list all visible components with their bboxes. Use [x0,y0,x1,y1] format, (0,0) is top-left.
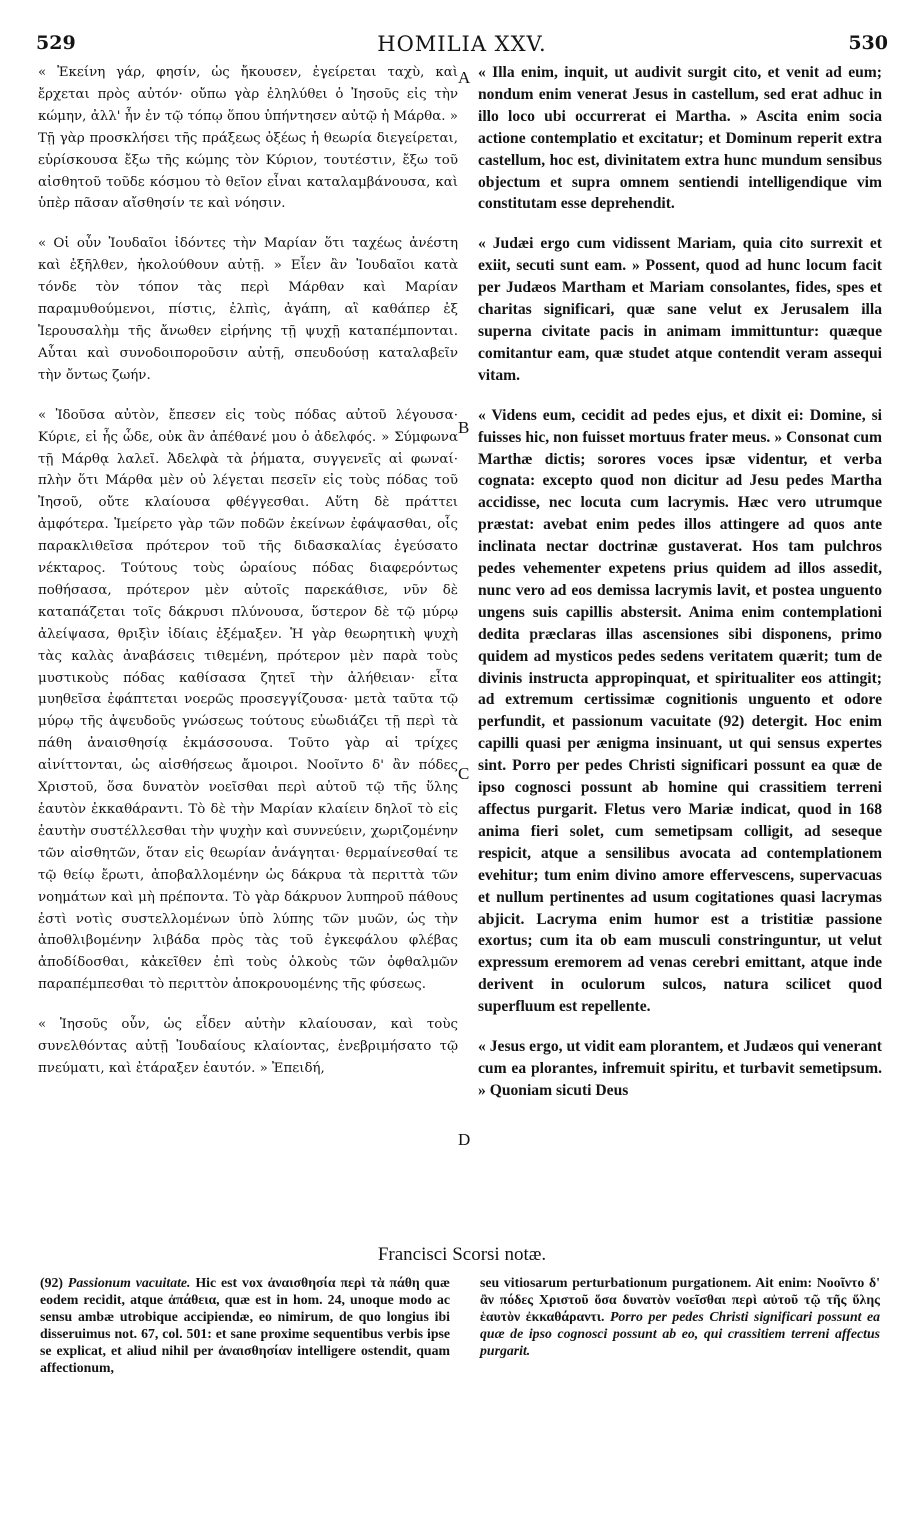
notes-right-column [480,1274,880,1359]
page-number-right: 530 [848,32,888,54]
footnote-text-continued: seu vitiosarum perturbationum purgationem. Ait enim: Νοοῖντο δ' ἂν πόδες Χριστοῦ ὅσα δυνατὸν νοεῖσθαι περὶ αὐτοῦ τῷ τῆς ὕλης ἑαυτὸν ἐκκαθάραντι. [480,1275,880,1324]
margin-marker-d: D [458,1130,471,1149]
latin-column [478,62,882,1120]
greek-paragraph: « Ἰησοῦς οὖν, ὡς εἶδεν αὐτὴν κλαίουσαν, καὶ τοὺς συνελθόντας αὐτῇ Ἰουδαίους κλαίοντας, ἐνεβριμήσατο τῷ πνεύματι, καὶ ἐτάραξεν ἑαυτόν. » Ἐπειδή, [38,1017,458,1076]
footnote-number: (92) [40,1275,63,1290]
footnote-text: Hic est vox ἀναισθησία περὶ τὰ πάθη quæ eodem recidit, atque ἀπάθεια, quæ est in hom. 24, unoque modo ac sensu ambæ utrobique accipiendæ, eo nimirum, de quo longius ibi disseruimus not. 67, col. 501: et sane proxime sequentibus verbis ipse se explicat, et aliud nihil per ἀναισθησίαν intelligere ostendit, quam affectionum, [40,1275,450,1375]
page-header [36,32,888,62]
latin-paragraph: « Videns eum, cecidit ad pedes ejus, et dixit ei: Domine, si fuisses hic, non fuisset mortuus frater meus. » Consonat cum Marthæ dictis; sorores voces ipsæ videntur, et verba cognata: excepto quod non dicitur ad Jesu pedes Martha accidisse, nec locuta cum lacrymis. Hæc vero utrumque præstat: avebat enim pedes illos attingere ad quos ante inclinata nectar doctrinæ gustaverat. Hos tam pulchros pedes vehementer expetens prius quidem ad illos assedit, nunc vero ad eos demissa lacrymis lavit, et postea unguento ungens suis capillis abstersit. Anima enim contemplationi dedita præclaras illas ascensiones sibi disponens, primo quidem ad mysticos pedes sedens veritatem quærit; tum de divinis instructa appropinquat, et spiritualiter eos attingit; ad extremum certissimæ cognitionis unguento et odore perfundit, et passionum vacuitate (92) detergit. Hoc enim capilli quasi per ænigma insinuant, ut qui sensus expertes sint. Porro per pedes Christi significari possunt ea quæ de ipso cognosci possunt ab homine qui crassitiem terreni affectus purgarit. Fletus vero Mariæ indicat, quod in 168 anima fieri solet, cum semetipsam colligit, ad seseque respicit, atque a sensilibus avocata ad contemplationem evehitur; tum enim divino amore effervescens, supervacuas et nullum pertinentes ad usum cogitationes quasi lacrymas abjicit. Lacryma enim humor est a tristitiæ passione exortus; cum ita ob eam musculi constringuntur, ut velut expressum eremorem ad venas cerebri emittant, atque inde derivent in oculorum sulcos, natura scilicet quod superfluum est repellente. [478,406,882,1016]
footnote-lemma: Passionum vacuitate. [67,1275,191,1290]
greek-paragraph: « Ἰδοῦσα αὐτὸν, ἔπεσεν εἰς τοὺς πόδας αὐτοῦ λέγουσα· Κύριε, εἰ ἦς ὧδε, οὐκ ἂν ἀπέθανέ μου ὁ ἀδελφός. » Σύμφωνα τῇ Μάρθᾳ λαλεῖ. Ἀδελφὰ τὰ ῥήματα, συγγενεῖς αἱ φωναί· πλὴν ὅτι Μάρθα μὲν οὐ λέγεται πεσεῖν εἰς τοὺς πόδας τοῦ Ἰησοῦ, οὔτε κλαίουσα φθέγγεσθαι. Αὕτη δὲ πράττει ἀμφότερα. Ἱμείρετο γὰρ τῶν ποδῶν ἐκείνων ἐφάψασθαι, οἷς παρακλιθεῖσα πρότερον τοῦ τῆς διδασκαλίας ἐγεύσατο νέκταρος. Τούτους τοὺς ὡραίους πόδας διαφερόντως ποθήσασα, πρότερον μὲν αὐτοῖς παρεκάθισε, νῦν δὲ καταπάζεται τοῖς δάκρυσι πλύνουσα, ὕστερον δὲ τῷ μύρῳ ἀλείψασα, θριξὶν ἰδίαις ἐξέμαξεν. Ἡ γὰρ θεωρητικὴ ψυχὴ τὰς καλὰς ἀναβάσεις τιθεμένη, πρότερον μὲν παρὰ τοὺς μυστικοὺς πόδας καθίσασα ζητεῖ τὴν ἀλήθειαν· εἶτα μυηθεῖσα ἐφάπτεται νοερῶς προσεγγίζουσα· μετὰ ταῦτα τῷ μύρῳ τῆς ἀψευδοῦς γνώσεως τούτους εὐωδιάζει τῇ περὶ τὰ πάθη ἀναισθησίᾳ ἐκμάσσουσα. Τοῦτο γὰρ αἱ τρίχες αἰνίττονται, ὡς αἰσθήσεως ἄμοιροι. Νοοῖντο δ' ἂν πόδες Χριστοῦ, ὅσα δυνατὸν νοεῖσθαι περὶ αὐτοῦ τῷ τῆς ὕλης ἑαυτὸν ἐκκαθάραντι. Τὸ δὲ τὴν Μαρίαν κλαίειν δηλοῖ τὸ εἰς ἑαυτὴν συστέλλεσθαι τὴν ψυχὴν καὶ συννεύειν, χωριζομένην τῶν αἰσθητῶν, ὅταν εἰς θεωρίαν ἀνάγηται· θερμαίνεσθαί τε τῷ θείῳ ἔρωτι, ἀποβαλλομένην ὡς δάκρυα τὰ περιττὰ τῶν νοημάτων καὶ μὴ πρέποντα. Τὸ γὰρ δάκρυον λυπηροῦ πάθους ἐστὶ νοτὶς συστελλομένων ὑπὸ λύπης τῶν μυῶν, ὡς τὴν ἀποθλιβομένην λιβάδα πρὸς τὰς τοῦ ἐγκεφάλου φλέβας ἀποδίδοσθαι, κἀκεῖθεν ἐπὶ τοὺς ὁλκοὺς τῶν ὀφθαλμῶν παραπέμπεσθαι τὸ περιττὸν ἀποκρουομένης τῆς φύσεως. [38,407,458,993]
latin-paragraph: « Illa enim, inquit, ut audivit surgit cito, et venit ad eum; nondum enim venerat Jesus in castellum, sed erat adhuc in illo loco ubi occurrerat ei Martha. » Ascita enim socia actione contemplatio et excitatur; et Dominum reperit extra castellum, hoc est, divinitatem extra hunc mundum sensibus objectum et supra omnem sentiendi intelligendique vim constitutam esse deprehendit. [478,64,882,213]
margin-marker-b: B [458,418,470,437]
greek-column [38,62,458,1098]
latin-paragraph: « Jesus ergo, ut vidit eam plorantem, et Judæos qui venerant cum ea plorantes, infremuit spiritu, et turbavit semetipsum. » Quoniam sicuti Deus [478,1038,882,1099]
notes-title: Francisci Scorsi notæ. [377,1244,547,1265]
footnote-continuation [480,1274,880,1359]
margin-marker-c: C [458,764,470,783]
notes-left-column [40,1274,450,1376]
footnote-italic-translation: Porro per pedes Christi significari possunt ea quæ de ipso cognosci possunt ab eo, qui crassitiem terreni affectus purgarit. [480,1309,880,1358]
page-number-left: 529 [36,32,76,54]
running-title: HOMILIA XXV. [377,32,547,56]
greek-paragraph: « Ἐκείνη γάρ, φησίν, ὡς ἤκουσεν, ἐγείρεται ταχὺ, καὶ ἔρχεται πρὸς αὐτόν· οὔπω γὰρ ἐληλύθει ὁ Ἰησοῦς εἰς τὴν κώμην, ἀλλ' ἦν ἐν τῷ τόπῳ ὅπου ὑπήντησεν αὐτῷ ἡ Μάρθα. » Τῇ γὰρ προσκλήσει τῆς πράξεως ὀξέως ἡ θεωρία διεγείρεται, εὑρίσκουσα ἔξω τῆς κώμης τὸν Κύριον, τουτέστιν, ἔξω τοῦ αἰσθητοῦ τοῦδε κόσμου τὸ θεῖον εἶναι καταλαμβάνουσα, καὶ ὑπὲρ πᾶσαν αἴσθησίν τε καὶ νόησιν. [38,65,458,212]
margin-marker-a: A [458,68,471,87]
footnote-92 [40,1274,450,1376]
greek-paragraph: « Οἱ οὖν Ἰουδαῖοι ἰδόντες τὴν Μαρίαν ὅτι ταχέως ἀνέστη καὶ ἐξῆλθεν, ἠκολούθουν αὐτῇ. » Εἶεν ἂν Ἰουδαῖοι κατὰ τόνδε τὸν τόπον τὰς περὶ Μάρθαν καὶ Μαρίαν παραμυθούμενοι, πίστις, ἐλπὶς, ἀγάπη, αἳ καθάπερ ἐξ Ἱερουσαλὴμ τῆς ἄνωθεν εἰρήνης τῇ ψυχῇ καταπέμπονται. Αὗται καὶ συνοδοιποροῦσιν αὐτῇ, σπευδούσῃ καταλαβεῖν τὴν ὄντως ζωήν. [38,236,458,383]
latin-paragraph: « Judæi ergo cum vidissent Mariam, quia cito surrexit et exiit, secuti sunt eam. » Possent, quod ad hunc locum facit per Judæos Martham et Mariam consolantes, fides, spes et charitas significari, quæ sane velut ex Jerusalem illa superna civitate pacis in animam immittuntur: quæque comitantur eam, quæ studet atque contendit veram assequi vitam. [478,235,882,384]
